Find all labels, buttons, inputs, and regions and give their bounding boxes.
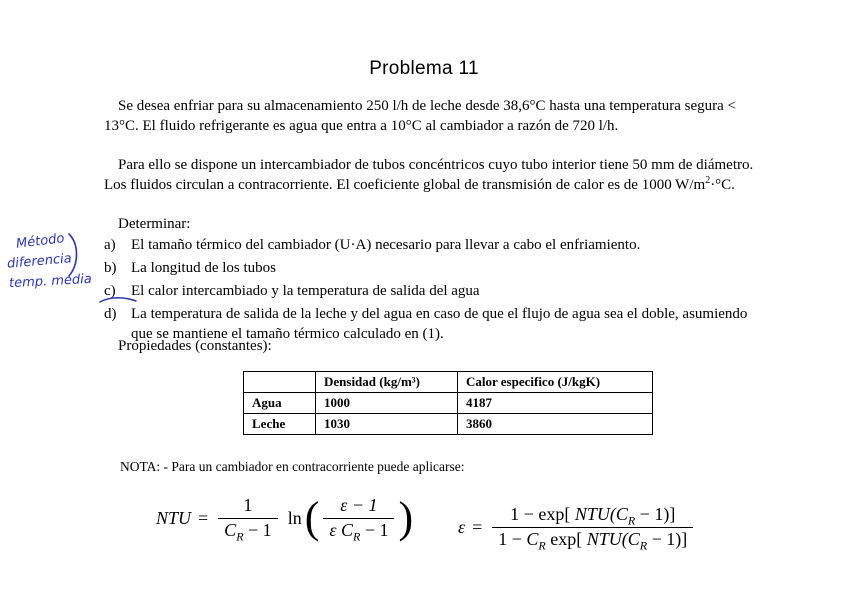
- eps-num-sub-r: R: [627, 513, 636, 528]
- ntu-outer-fraction: [218, 494, 278, 542]
- eps-den-c: C: [526, 528, 539, 549]
- handwritten-bracket-stroke: [67, 232, 81, 278]
- handwritten-note-line1: Método: [15, 231, 66, 252]
- properties-label: Propiedades (constantes):: [118, 338, 272, 354]
- paragraph-intro-2: [104, 156, 766, 195]
- properties-table: [243, 371, 653, 435]
- determinar-label: Determinar:: [118, 216, 191, 232]
- nota-line: NOTA: - Para un cambiador en contracorriente puede aplicarse:: [120, 459, 465, 474]
- list-marker-d: d): [104, 306, 117, 322]
- eps-den-sub-r2: R: [639, 538, 648, 553]
- properties-table-wrap: [243, 371, 653, 435]
- eps-lhs: ε: [458, 516, 466, 537]
- cell-leche-cp: 3860: [458, 414, 653, 435]
- row-label-leche: Leche: [244, 414, 316, 435]
- ntu-ln: ln: [287, 507, 302, 528]
- handwritten-c-underline: [99, 295, 137, 305]
- eps-num-ntu: NTU(C: [574, 503, 628, 524]
- table-row-agua: [244, 393, 653, 414]
- ntu-outer-num: 1: [243, 494, 253, 515]
- table-row-leche: [244, 414, 653, 435]
- ntu-den-sub-r: R: [236, 529, 244, 544]
- list-marker-c: c): [104, 283, 116, 299]
- ntu-inner-den: [323, 518, 394, 543]
- header-cell-cp: Calor especifico (J/kgK): [458, 372, 653, 393]
- ntu-den-tail: − 1: [243, 519, 272, 540]
- formula-ntu: NTU = $\frac{1}{C_R - 1}$ ln ( $\frac{\varepsilon - 1}{\varepsilon C_R - 1}$ ): [156, 493, 414, 544]
- handwritten-note-line3: temp. media: [8, 271, 93, 292]
- ntu-lhs: NTU: [156, 507, 192, 528]
- page-title: Problema 11: [369, 58, 479, 79]
- paragraph-intro-2-text: Para ello se dispone un intercambiador de tubos concéntricos cuyo tubo interior tiene 50 mm de diámetro. Los fluidos circulan a contracorriente. El coeficiente global de transmisión de calor es de 1000 W/m: [104, 157, 754, 193]
- table-header-row: [244, 372, 653, 393]
- eps-den-tail: − 1)]: [647, 528, 688, 549]
- eps-den-2: exp[: [545, 528, 587, 549]
- handwritten-note-line2: diferencia: [6, 251, 73, 272]
- ntu-inner-den-tail: − 1: [360, 519, 389, 540]
- paragraph-intro-2-tail: ·°C.: [710, 176, 735, 193]
- eps-num-tail: − 1)]: [635, 503, 676, 524]
- ntu-inner-fraction: [323, 494, 394, 542]
- eps-num-1: 1 − exp[: [510, 503, 575, 524]
- list-item-a: [104, 236, 772, 256]
- cell-leche-density: 1030: [316, 414, 458, 435]
- ntu-den-c: C: [224, 519, 237, 540]
- ntu-equals: =: [198, 507, 209, 528]
- list-marker-a: a): [104, 237, 116, 253]
- question-list: [104, 236, 772, 348]
- cell-agua-density: 1000: [316, 393, 458, 414]
- ntu-inner-den-sub-r: R: [352, 529, 361, 544]
- list-marker-b: b): [104, 260, 117, 276]
- ntu-inner-num: ε − 1: [340, 494, 378, 515]
- paragraph-intro-1: Se desea enfriar para su almacenamiento 250 l/h de leche desde 38,6°C hasta una temperatura segura < 13°C. El fluido refrigerante es agua que entra a 10°C al cambiador a razón de 720 l/h.: [104, 98, 736, 134]
- list-text-a: El tamaño térmico del cambiador (U·A) necesario para llevar a cabo el enfriamiento.: [131, 237, 641, 253]
- list-item-c: [104, 282, 772, 302]
- eps-fraction: [492, 503, 693, 551]
- ntu-inner-den-pre: ε C: [329, 519, 353, 540]
- list-text-c: El calor intercambiado y la temperatura de salida del agua: [131, 283, 480, 299]
- row-label-agua: Agua: [244, 393, 316, 414]
- eps-den: [492, 527, 693, 552]
- eps-equals: =: [472, 516, 483, 537]
- eps-den-1: 1 −: [498, 528, 527, 549]
- formula-epsilon: [458, 496, 696, 558]
- cell-agua-cp: 4187: [458, 393, 653, 414]
- header-cell-empty: [244, 372, 316, 393]
- eps-num: [504, 503, 681, 527]
- list-item-b: [104, 259, 772, 279]
- eps-den-sub-r: R: [538, 538, 546, 553]
- superscript-2: 2: [705, 174, 711, 186]
- list-text-b: La longitud de los tubos: [131, 260, 276, 276]
- header-cell-density: Densidad (kg/m³): [316, 372, 458, 393]
- list-text-d: La temperatura de salida de la leche y del agua en caso de que el flujo de agua sea el doble, asumiendo que se mantiene el tamaño térmico calculado en (1).: [131, 306, 748, 342]
- eps-den-ntu: NTU(C: [586, 528, 640, 549]
- ntu-outer-den: [218, 518, 278, 543]
